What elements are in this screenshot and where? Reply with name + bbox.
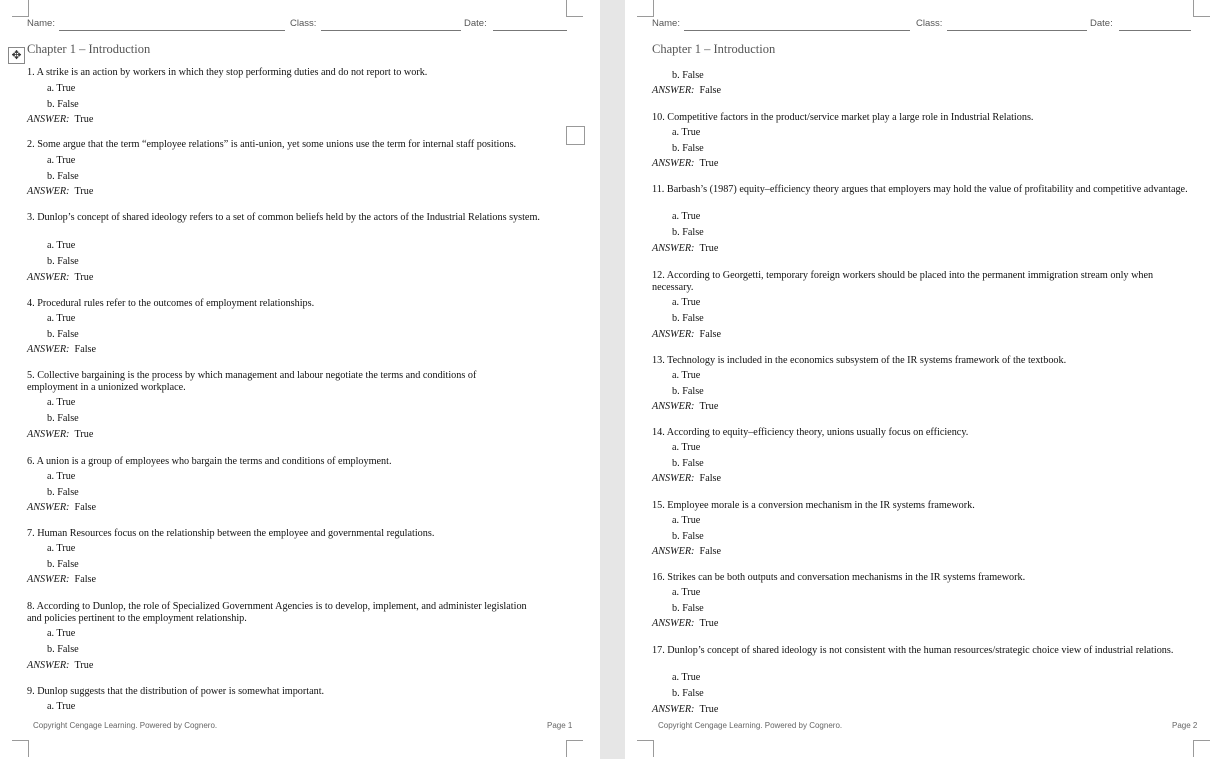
question-text: 15. Employee morale is a conversion mechanism in the IR systems framework. <box>652 500 975 511</box>
question-text: 8. According to Dunlop, the role of Specialized Government Agencies is to develop, implement, and administer legislation and policies pertinent to the employment relationship. <box>27 601 527 624</box>
placeholder-box[interactable] <box>566 126 585 145</box>
answer-value: True <box>74 660 94 671</box>
option-false: b. False <box>672 313 704 324</box>
question-text: 5. Collective bargaining is the process by which management and labour negotiate the terms and conditions of employment in a unionized workplace. <box>27 370 477 393</box>
option-true: a. True <box>47 471 76 482</box>
answer-value: True <box>699 158 719 169</box>
question-text: 9. Dunlop suggests that the distribution of power is somewhat important. <box>27 686 325 697</box>
option-false: b. False <box>672 227 704 238</box>
crop-mark <box>637 0 654 17</box>
option-true: a. True <box>47 313 76 324</box>
date-label: Date: <box>464 18 487 29</box>
answer-value: True <box>74 186 94 197</box>
footer-page-number: Page 1 <box>547 721 573 730</box>
question-text: 13. Technology is included in the economics subsystem of the IR systems framework of the textbook. <box>652 355 1067 366</box>
option-true: a. True <box>47 155 76 166</box>
option-false: b. False <box>672 70 704 81</box>
name-label: Name: <box>652 18 680 29</box>
option-true: a. True <box>47 240 76 251</box>
answer-line <box>652 85 721 96</box>
option-false: b. False <box>672 143 704 154</box>
answer-line <box>652 473 721 484</box>
class-line[interactable] <box>321 30 461 31</box>
option-true: a. True <box>47 397 76 408</box>
name-label: Name: <box>27 18 55 29</box>
option-true: a. True <box>47 701 76 712</box>
option-false: b. False <box>672 688 704 699</box>
answer-label: ANSWER: <box>652 704 695 715</box>
option-true: a. True <box>47 628 76 639</box>
table-move-handle-icon[interactable]: ✥ <box>8 47 25 64</box>
answer-line <box>27 660 93 671</box>
document-page-1 <box>0 0 600 759</box>
answer-line <box>652 546 721 557</box>
crop-mark <box>1193 740 1210 757</box>
option-true: a. True <box>672 515 701 526</box>
option-false: b. False <box>47 171 79 182</box>
crop-mark <box>1193 0 1210 17</box>
answer-label: ANSWER: <box>27 502 70 513</box>
option-false: b. False <box>47 559 79 570</box>
name-line[interactable] <box>59 30 285 31</box>
answer-value: False <box>74 344 97 355</box>
answer-line <box>652 401 718 412</box>
option-false: b. False <box>47 329 79 340</box>
answer-line <box>27 502 96 513</box>
answer-value: True <box>74 114 94 125</box>
option-true: a. True <box>672 442 701 453</box>
option-false: b. False <box>672 531 704 542</box>
footer-copyright: Copyright Cengage Learning. Powered by Cognero. <box>658 721 843 730</box>
answer-label: ANSWER: <box>652 85 695 96</box>
question-text: 17. Dunlop’s concept of shared ideology is not consistent with the human resources/strategic choice view of industrial relations. <box>652 645 1174 656</box>
question-text: 6. A union is a group of employees who bargain the terms and conditions of employment. <box>27 456 392 467</box>
answer-value: False <box>699 546 722 557</box>
option-false: b. False <box>672 603 704 614</box>
crop-mark <box>566 0 583 17</box>
answer-value: False <box>699 85 722 96</box>
answer-label: ANSWER: <box>27 429 70 440</box>
option-false: b. False <box>47 99 79 110</box>
page-header <box>652 18 1191 32</box>
answer-line <box>27 429 93 440</box>
class-label: Class: <box>290 18 317 29</box>
question-text: 11. Barbash’s (1987) equity–efficiency theory argues that employers may hold the value of profitability and competitive advantage. <box>652 184 1188 195</box>
question-text: 3. Dunlop’s concept of shared ideology refers to a set of common beliefs held by the actors of the Industrial Relations system. <box>27 212 540 223</box>
question-text: 1. A strike is an action by workers in which they stop performing duties and do not report to work. <box>27 67 428 78</box>
answer-value: False <box>74 502 97 513</box>
crop-mark <box>637 740 654 757</box>
option-true: a. True <box>47 543 76 554</box>
answer-line <box>652 618 718 629</box>
footer-page-number: Page 2 <box>1172 721 1198 730</box>
answer-value: True <box>74 429 94 440</box>
answer-value: False <box>699 473 722 484</box>
document-page-2 <box>625 0 1221 759</box>
answer-value: True <box>74 272 94 283</box>
answer-label: ANSWER: <box>652 473 695 484</box>
answer-label: ANSWER: <box>27 344 70 355</box>
chapter-title: Chapter 1 – Introduction <box>652 42 776 56</box>
answer-value: True <box>699 618 719 629</box>
option-false: b. False <box>672 458 704 469</box>
answer-line <box>652 329 721 340</box>
answer-value: True <box>699 704 719 715</box>
answer-label: ANSWER: <box>652 158 695 169</box>
answer-line <box>27 272 93 283</box>
question-text: 10. Competitive factors in the product/service market play a large role in Industrial Relations. <box>652 112 1034 123</box>
question-text: 14. According to equity–efficiency theory, unions usually focus on efficiency. <box>652 427 969 438</box>
answer-value: True <box>699 243 719 254</box>
answer-label: ANSWER: <box>652 618 695 629</box>
option-true: a. True <box>672 127 701 138</box>
answer-label: ANSWER: <box>27 272 70 283</box>
page-header <box>27 18 570 32</box>
answer-line <box>27 186 93 197</box>
option-false: b. False <box>47 256 79 267</box>
answer-value: False <box>74 574 97 585</box>
answer-label: ANSWER: <box>652 329 695 340</box>
answer-line <box>652 243 718 254</box>
option-false: b. False <box>672 386 704 397</box>
answer-label: ANSWER: <box>652 546 695 557</box>
option-true: a. True <box>672 211 701 222</box>
option-true: a. True <box>672 370 701 381</box>
option-true: a. True <box>47 83 76 94</box>
option-false: b. False <box>47 644 79 655</box>
crop-mark <box>12 0 29 17</box>
answer-value: True <box>699 401 719 412</box>
answer-label: ANSWER: <box>27 186 70 197</box>
option-true: a. True <box>672 672 701 683</box>
date-label: Date: <box>1090 18 1113 29</box>
answer-value: False <box>699 329 722 340</box>
footer-copyright: Copyright Cengage Learning. Powered by Cognero. <box>33 721 218 730</box>
name-line[interactable] <box>684 30 910 31</box>
answer-line <box>27 114 93 125</box>
question-text: 4. Procedural rules refer to the outcomes of employment relationships. <box>27 298 315 309</box>
answer-label: ANSWER: <box>652 401 695 412</box>
answer-label: ANSWER: <box>27 660 70 671</box>
class-line[interactable] <box>947 30 1087 31</box>
option-true: a. True <box>672 297 701 308</box>
answer-line <box>652 158 718 169</box>
option-false: b. False <box>47 487 79 498</box>
question-text: 16. Strikes can be both outputs and conversation mechanisms in the IR systems framework. <box>652 572 1026 583</box>
option-true: a. True <box>672 587 701 598</box>
crop-mark <box>12 740 29 757</box>
answer-line <box>27 574 96 585</box>
option-false: b. False <box>47 413 79 424</box>
class-label: Class: <box>916 18 943 29</box>
question-text: 12. According to Georgetti, temporary foreign workers should be placed into the permanent immigration stream only when necessary. <box>652 270 1154 293</box>
answer-label: ANSWER: <box>27 574 70 585</box>
answer-label: ANSWER: <box>27 114 70 125</box>
answer-line <box>652 704 718 715</box>
date-line[interactable] <box>1119 30 1191 31</box>
answer-line <box>27 344 96 355</box>
chapter-title: Chapter 1 – Introduction <box>27 42 151 56</box>
date-line[interactable] <box>493 30 567 31</box>
crop-mark <box>566 740 583 757</box>
answer-label: ANSWER: <box>652 243 695 254</box>
question-text: 2. Some argue that the term “employee relations” is anti-union, yet some unions use the term for internal staff positions. <box>27 139 517 150</box>
question-text: 7. Human Resources focus on the relationship between the employee and governmental regulations. <box>27 528 435 539</box>
